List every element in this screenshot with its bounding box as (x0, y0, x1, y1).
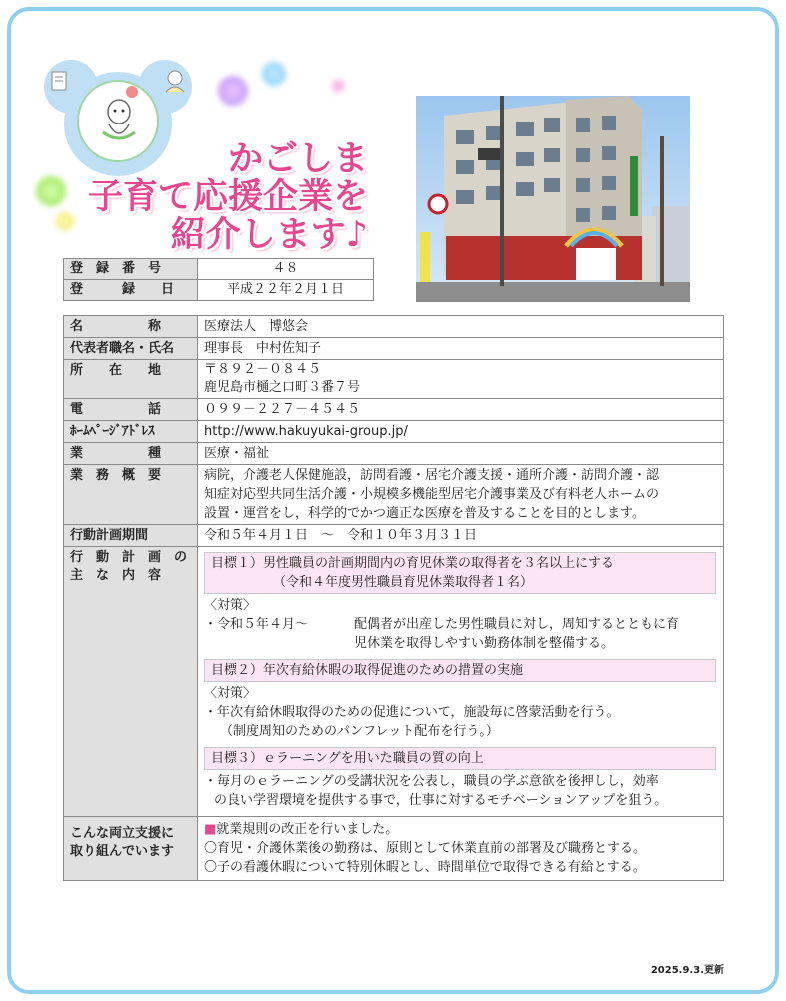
name-value: 医療法人 博悠会 (198, 316, 724, 338)
plan-period-value: 令和５年４月１日 ～ 令和１０年３月３１日 (198, 525, 724, 547)
registration-number-value: ４８ (198, 259, 374, 280)
goal-1-measure (204, 615, 717, 653)
business-line: 知症対応型共同生活介護・小規模多機能型居宅介護事業及び有料老人ホームの (204, 487, 660, 502)
plan-content-label: 行 動 計 画 の (70, 550, 188, 565)
representative-label: 代表者職名・氏名 (64, 338, 198, 360)
goal-3-measure: ・毎月のｅラーニングの受講状況を公表し，職員の学ぶ意欲を後押しし，効率 (204, 774, 659, 789)
family-icon (44, 66, 74, 96)
support-line: 〇育児・介護休業後の勤務は、原則として休業直前の部署及び職務とする。 (204, 841, 647, 856)
goal-1-subtitle: （令和４年度男性職員育児休業取得者１名） (273, 575, 534, 590)
industry-value: 医療・福祉 (198, 443, 724, 465)
goal-2-title: 目標２）年次有給休暇の取得促進のための措置の実施 (211, 663, 524, 678)
support-label: こんな両立支援に (70, 826, 175, 841)
updated-date: 2025.9.3.更新 (650, 965, 724, 976)
business-line: 設置・運営をし，科学的でかつ適正な医療を普及することを目的とします。 (204, 506, 645, 521)
sun-icon (126, 86, 138, 98)
address-zip: 〒８９２－０８４５ (204, 362, 322, 377)
name-label: 名 称 (64, 316, 198, 338)
address-label: 所 在 地 (64, 360, 198, 399)
phone-value: ０９９－２２７－４５４５ (198, 399, 724, 421)
goal-1-measures-heading: 〈対策〉 (204, 598, 257, 613)
representative-value: 理事長 中村佐知子 (198, 338, 724, 360)
support-line: 〇子の看護休暇について特別休暇とし、時間単位で取得できる有給とする。 (204, 860, 646, 875)
goal-1-measure-text: 配偶者が出産した男性職員に対し，周知するとともに育 (354, 617, 680, 632)
goal-1-box (204, 552, 716, 594)
mascot-icon (101, 98, 137, 142)
goal-2-box (204, 659, 716, 682)
sparkle-decoration (56, 212, 74, 230)
business-line: 病院，介護老人保健施設，訪問看護・居宅介護支援・通所介護・訪問介護・認 (204, 468, 660, 483)
goal-2-measures-heading: 〈対策〉 (204, 686, 257, 701)
goal-3-measure-cont: の良い学習環境を提供する事で，仕事に対するモチベーションアップを狙う。 (214, 793, 668, 808)
sparkle-decoration (332, 80, 344, 92)
building-photo (416, 96, 690, 302)
registration-date-value: 平成２２年２月１日 (198, 280, 374, 301)
headline-line: 紹介します♪ (170, 215, 368, 255)
support-line: 就業規則の改正を行いました。 (216, 822, 399, 837)
goal-1-title: 目標１）男性職員の計画期間内の育児休業の取得者を３名以上にする (211, 556, 615, 571)
company-info-table (63, 315, 724, 881)
phone-label: 電 話 (64, 399, 198, 421)
headline-line: 子育て応援企業を (87, 177, 368, 217)
pink-square-icon: ■ (204, 822, 217, 837)
sparkle-decoration (36, 176, 66, 206)
goal-3-box (204, 747, 716, 770)
headline-line: かごしま (227, 139, 368, 179)
child-icon (160, 66, 190, 96)
goal-1-measure-text: 児休業を取得しやすい勤務体制を整備する。 (354, 636, 615, 651)
goal-2-measure-note: （制度周知のためのパンフレット配布を行う。） (220, 724, 499, 739)
homepage-link[interactable]: http://www.hakuyukai-group.jp/ (198, 421, 724, 443)
registration-table (63, 258, 374, 301)
registration-number-label: 登 録 番 号 (64, 259, 198, 280)
sparkle-decoration (262, 62, 286, 86)
goal-2-measure: ・年次有給休暇取得のための促進について，施設毎に啓蒙活動を行う。 (204, 705, 620, 720)
support-label: 取り組んでいます (70, 844, 175, 859)
goal-1-measure-date: ・令和５年４月～ (204, 617, 309, 632)
business-label: 業 務 概 要 (64, 465, 198, 525)
plan-period-label: 行動計画期間 (64, 525, 198, 547)
sparkle-decoration (218, 76, 248, 106)
goal-3-title: 目標３）ｅラーニングを用いた職員の質の向上 (211, 751, 484, 766)
plan-content-label: 主 な 内 容 (70, 568, 162, 583)
address-line: 鹿児島市樋之口町３番７号 (204, 380, 361, 395)
industry-label: 業 種 (64, 443, 198, 465)
registration-date-label: 登 録 日 (64, 280, 198, 301)
homepage-label: ﾎｰﾑﾍﾟｰｼﾞｱﾄﾞﾚｽ (64, 421, 198, 443)
page-headline (88, 140, 368, 254)
